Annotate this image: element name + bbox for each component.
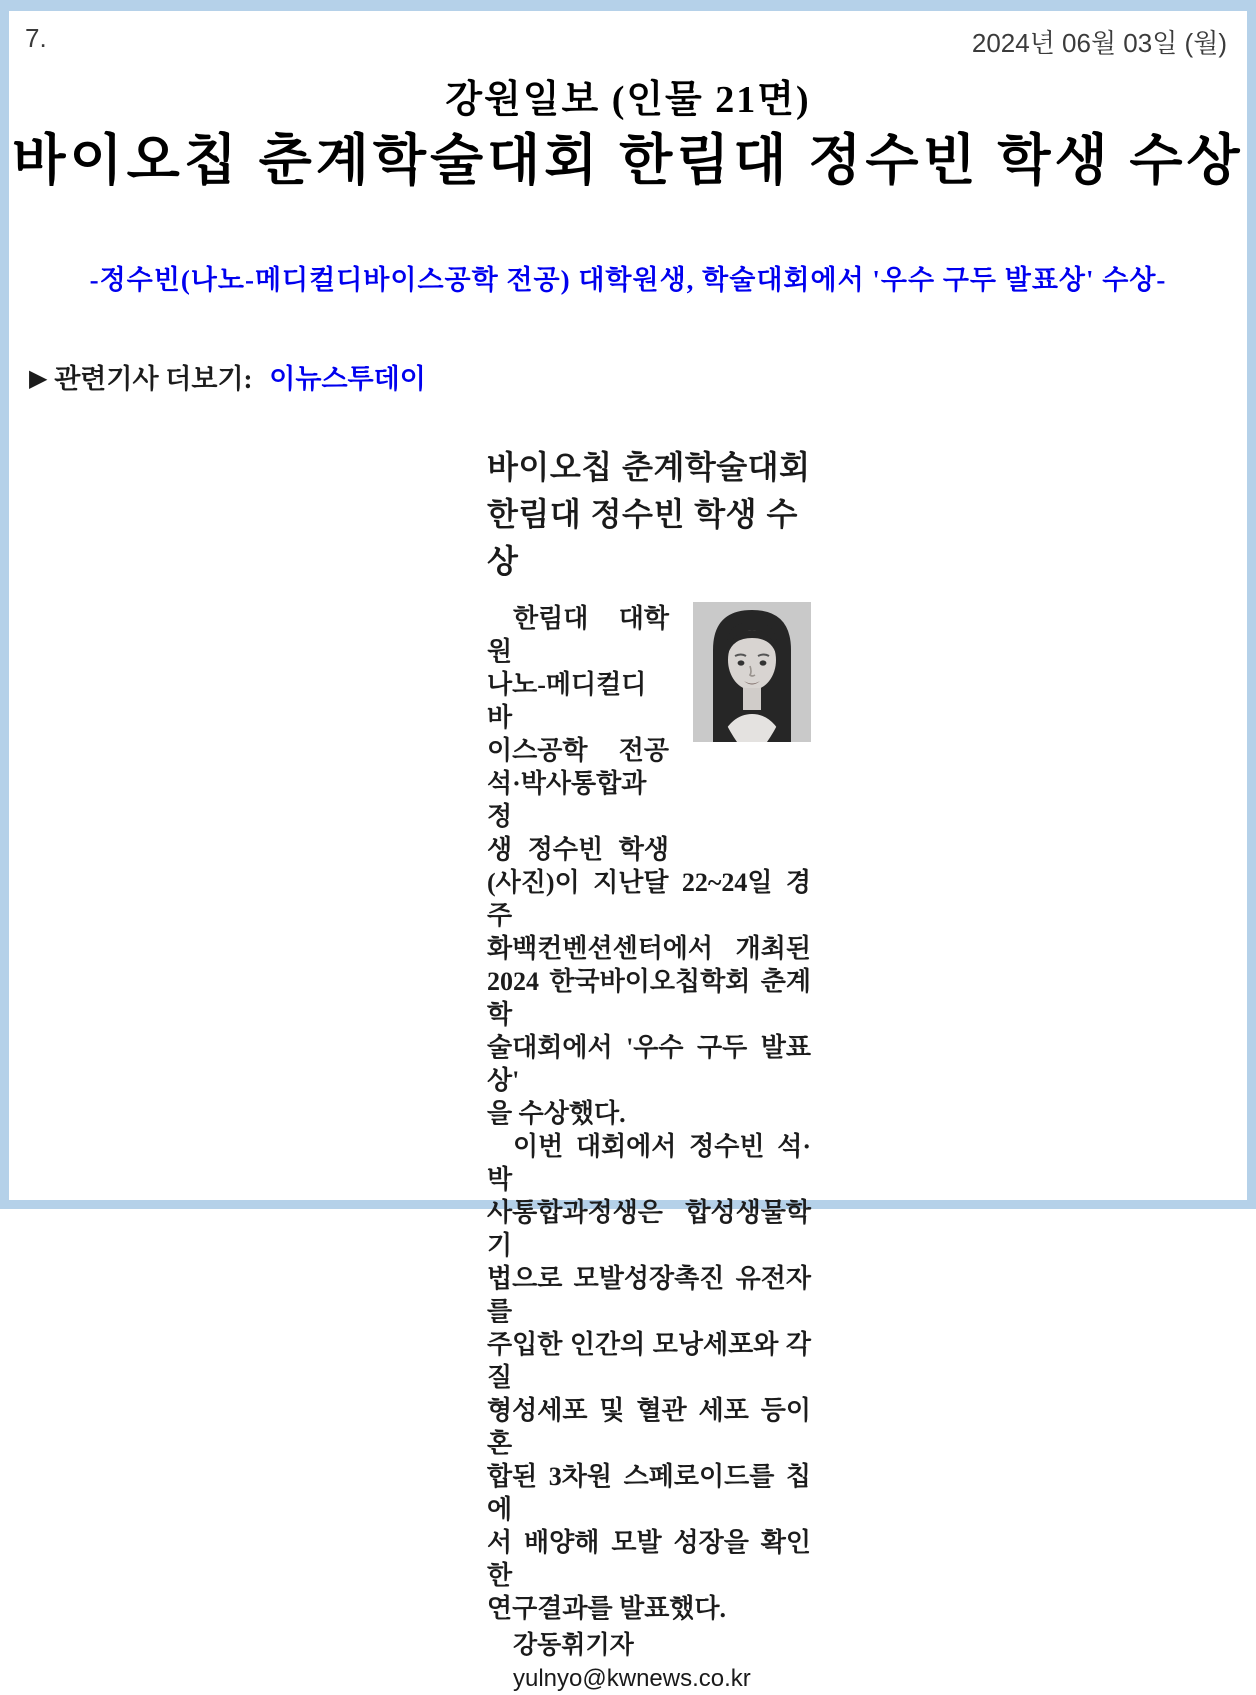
wrapped-text-column [487,602,669,866]
related-articles-row [9,357,1247,396]
body-line: 화백컨벤션센터에서 개최된 [487,934,811,963]
related-link[interactable]: 이뉴스투데이 [269,364,426,395]
arrow-right-icon: ▶ [29,364,48,393]
body-line: 연구결과를 발표했다. [487,1594,727,1623]
body-line: 서 배양해 모발 성장을 확인한 [487,1528,811,1590]
clipping-headline-line2: 한림대 정수빈 학생 수상 [487,496,798,579]
body-line: 합된 3차원 스페로이드를 칩에 [487,1462,811,1524]
photo-caption-bold: (사진) [487,868,555,897]
body-line-rest: 이 지난달 22~24일 경주 [487,868,811,930]
news-clipping [487,444,811,1695]
body-line: 이번 대회에서 정수빈 석·박 [487,1132,811,1194]
body-line-with-bold [487,866,811,932]
body-line: 형성세포 및 혈관 세포 등이 혼 [487,1396,811,1458]
body-line: 을 수상했다. [487,1099,626,1128]
body-line: 이스공학 전공 [487,736,669,765]
portrait-photo [693,602,811,742]
portrait-photo-image [693,602,811,742]
body-line: 나노-메디컬디바 [487,670,647,732]
clipping-headline-line1: 바이오칩 춘계학술대회 [487,449,811,485]
body-line: 법으로 모발성장촉진 유전자를 [487,1264,811,1326]
photo-wrap-row [487,602,811,866]
byline-reporter-name: 강동휘기자 [513,1631,634,1659]
related-label: 관련기사 더보기: [54,364,253,395]
source-title: 강원일보 (인물 21면) [445,79,811,121]
body-line: 술대회에서 '우수 구두 발표상' [487,1033,811,1095]
body-line: 2024 한국바이오칩학회 춘계학 [487,967,811,1029]
body-line: 한림대 대학원 [487,604,669,666]
byline [487,1629,811,1695]
clipping-body [487,602,811,1695]
top-bar [9,11,1247,60]
body-line: 사통합과정생은 합성생물학 기 [487,1198,811,1260]
body-line: 주입한 인간의 모낭세포와 각질 [487,1330,811,1392]
page-date: 2024년 06월 03일 (월) [971,28,1227,58]
body-line: 생 정수빈 학생 [487,835,669,864]
page-number: 7. [25,23,47,53]
main-headline: 바이오칩 춘계학술대회 한림대 정수빈 학생 수상 [12,130,1244,191]
byline-email: yulnyo@kwnews.co.kr [513,1665,751,1692]
sub-headline: -정수빈(나노-메디컬디바이스공학 전공) 대학원생, 학술대회에서 '우수 구두 발표상' 수상- [89,265,1167,296]
body-line: 석·박사통합과정 [487,769,647,831]
